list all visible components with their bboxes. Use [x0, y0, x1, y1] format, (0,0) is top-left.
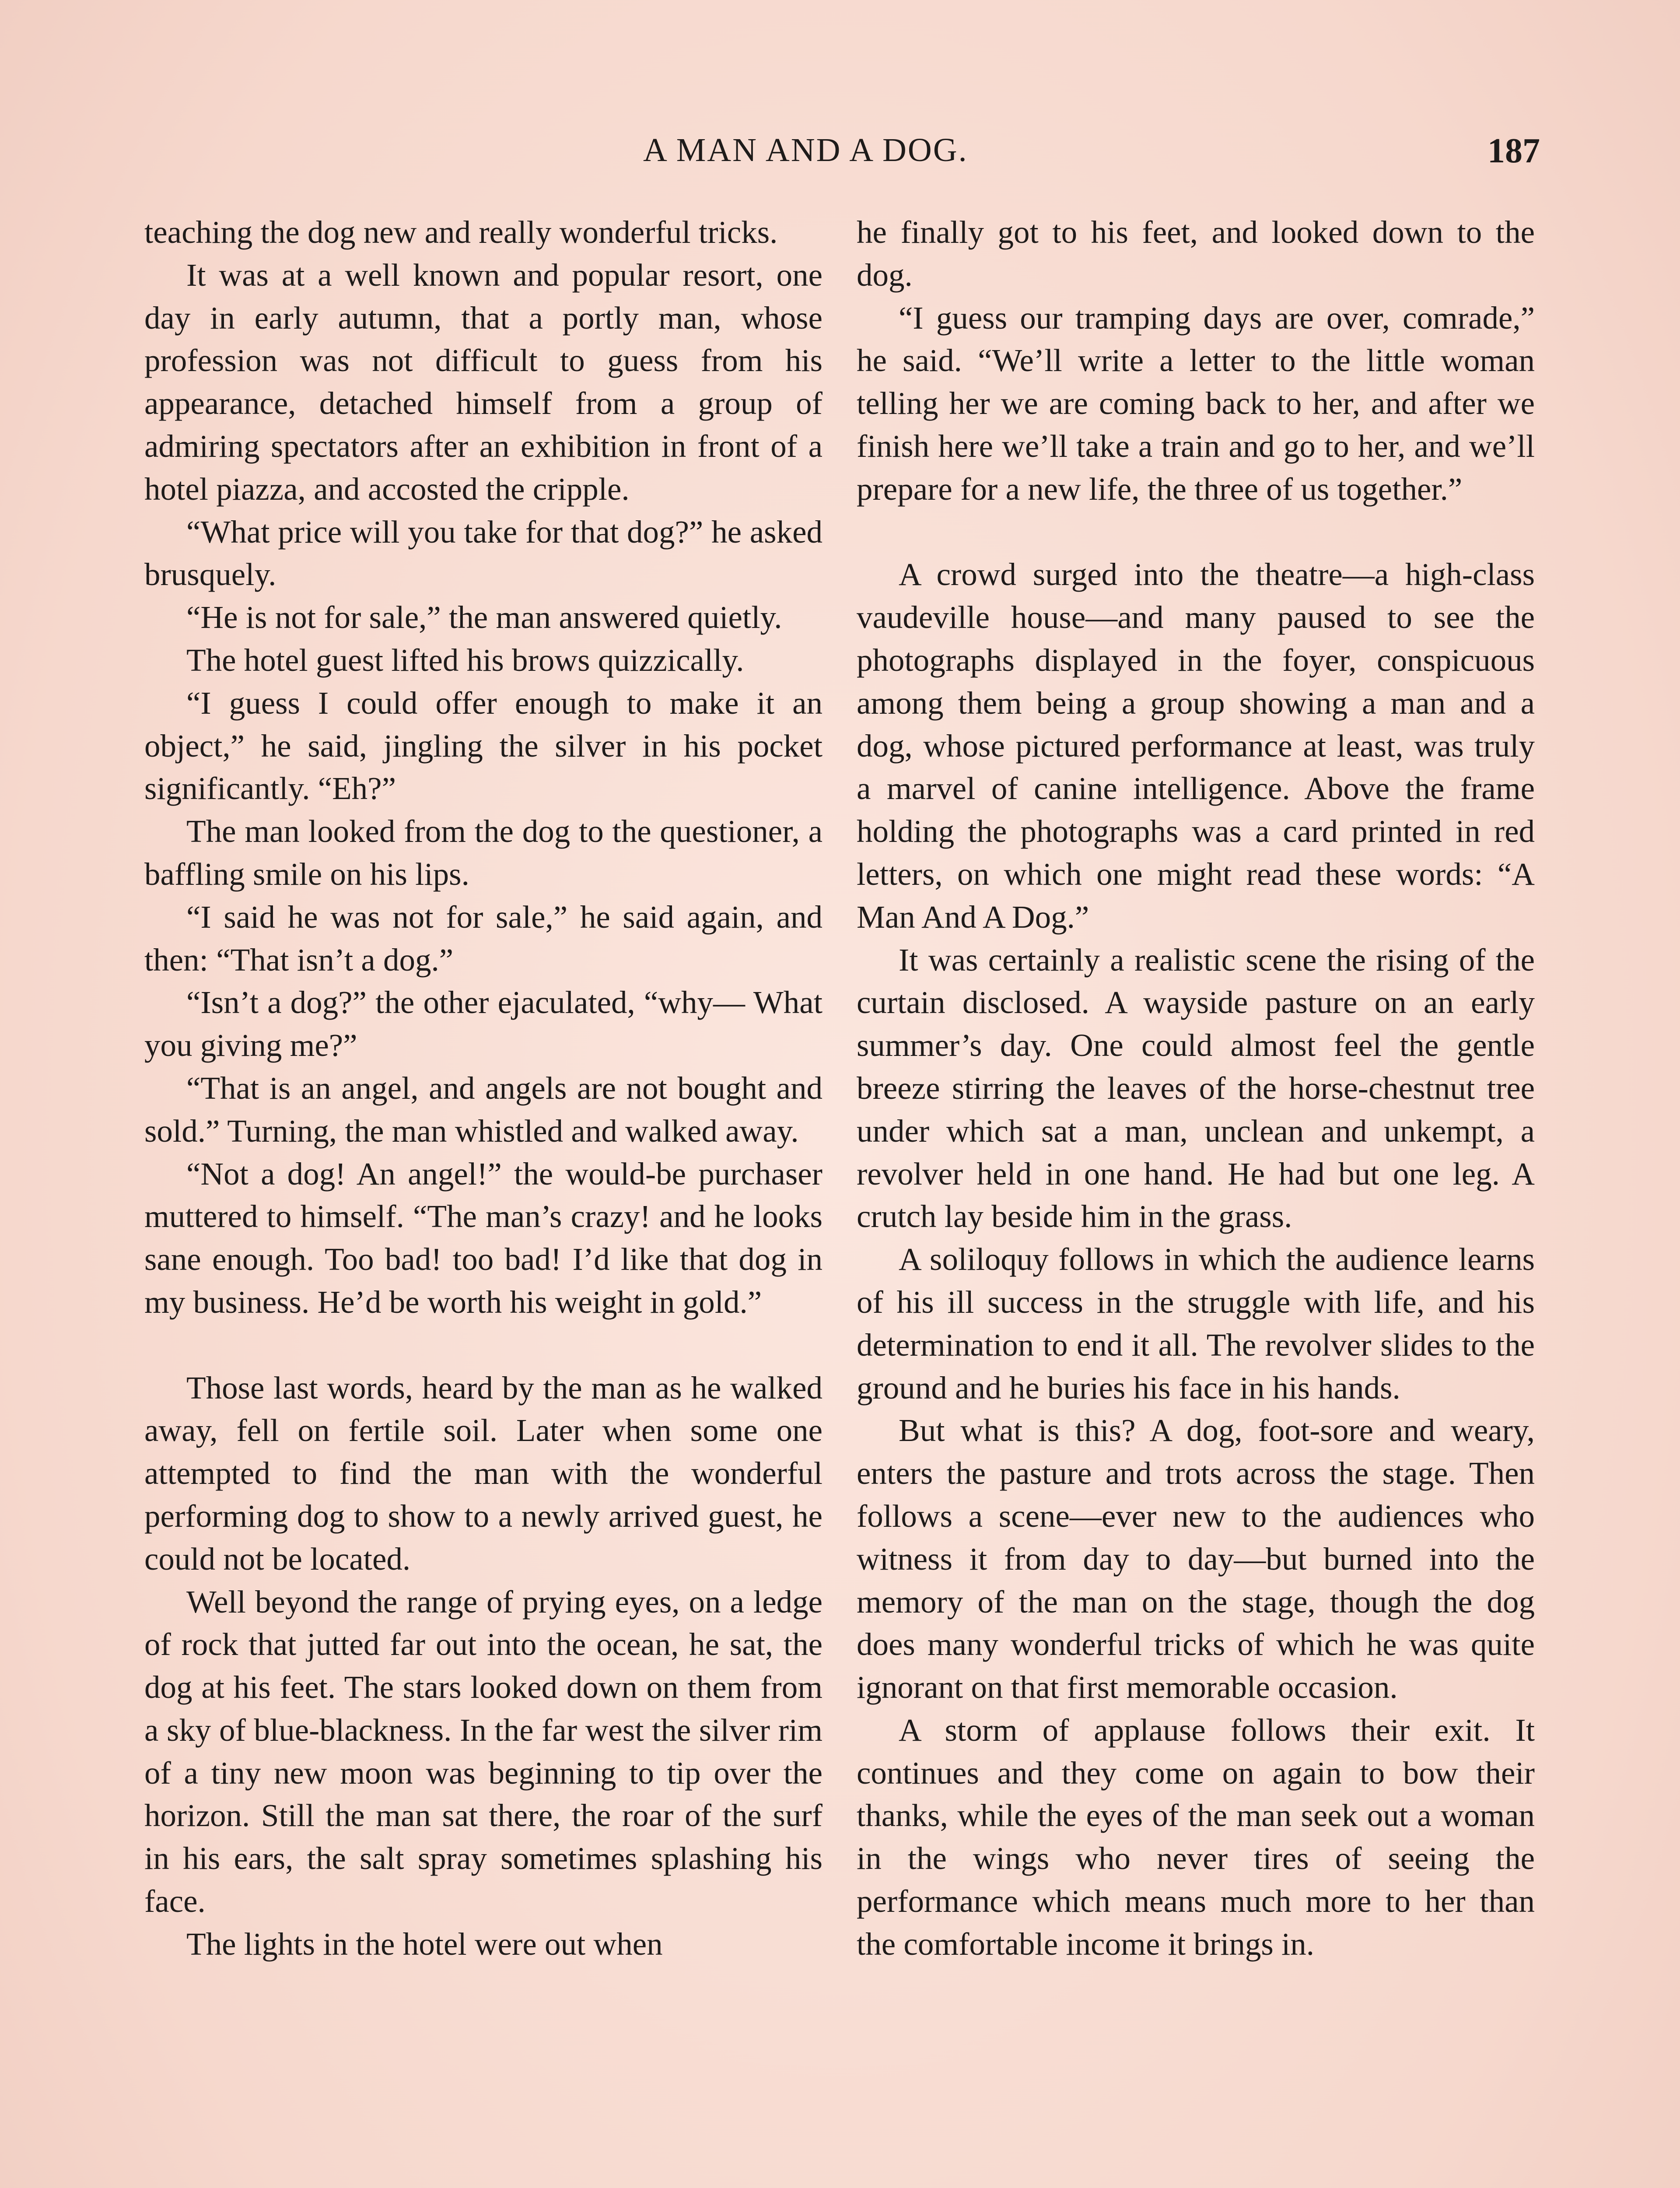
paragraph: The hotel guest lifted his brows quizzically.: [186, 642, 744, 678]
paragraph: A storm of applause follows their exit. It continues and they come on again to bow their thanks, while the eyes of the man seek out a woman in the wings who never tires of seeing the performance which means much more to her than the comfortable income it brings in.: [857, 1712, 1535, 1962]
paragraph: But what is this? A dog, foot-sore and weary, enters the pasture and trots across the stage. Then follows a scene—ever new to the audiences who witness it from day to day—but burned into the memory of the man on the stage, though the dog does many wonderful tricks of which he was quite ignorant on that first memorable occasion.: [857, 1413, 1535, 1705]
paragraph: The lights in the hotel were out when: [186, 1926, 663, 1962]
paragraph: teaching the dog new and really wonderful tricks.: [144, 214, 778, 250]
paragraph: “I guess our tramping days are over, comrade,” he said. “We’ll write a letter to the little woman telling her we are coming back to her, and after we finish here we’ll take a train and go to her, and we’ll prepare for a new life, the three of us together.”: [857, 300, 1535, 507]
paragraph: A crowd surged into the theatre—a high-class vaudeville house—and many paused to see the photographs displayed in the foyer, conspicuous among them being a group showing a man and a dog, whose pictured performance at least, was truly a marvel of canine intelligence. Above the frame holding the photographs was a card printed in red letters, on which one might read these words: “A Man And A Dog.”: [857, 557, 1535, 935]
page-header: [0, 131, 1680, 179]
running-title: A MAN AND A DOG.: [643, 132, 968, 168]
paragraph: “Isn’t a dog?” the other ejaculated, “why— What you giving me?”: [144, 985, 822, 1063]
paragraph: “That is an angel, and angels are not bought and sold.” Turning, the man whistled and walked away.: [144, 1070, 822, 1149]
paragraph: It was at a well known and popular resort, one day in early autumn, that a portly man, whose profession was not difficult to guess from his appearance, detached himself from a group of admiring spectators after an exhibition in front of a hotel piazza, and accosted the cripple.: [144, 257, 822, 507]
paragraph: A soliloquy follows in which the audience learns of his ill success in the struggle with life, and his determination to end it all. The revolver slides to the ground and he buries his face in his hands.: [857, 1241, 1535, 1406]
paragraph: “I said he was not for sale,” he said again, and then: “That isn’t a dog.”: [144, 899, 822, 978]
paragraph: Those last words, heard by the man as he walked away, fell on fertile soil. Later when some one attempted to find the man with the wonderful performing dog to show to a newly arrived guest, he could not be located.: [144, 1370, 822, 1577]
paragraph: “I guess I could offer enough to make it an object,” he said, jingling the silver in his pocket significantly. “Eh?”: [144, 685, 822, 806]
paragraph: Well beyond the range of prying eyes, on a ledge of rock that jutted far out into the ocean, he sat, the dog at his feet. The stars looked down on them from a sky of blue-blackness. In the far west the silver rim of a tiny new moon was beginning to tip over the horizon. Still the man sat there, the roar of the surf in his ears, the salt spray sometimes splashing his face.: [144, 1584, 822, 1919]
paragraph: “Not a dog! An angel!” the would-be purchaser muttered to himself. “The man’s crazy! and he looks sane enough. Too bad! too bad! I’d like that dog in my business. He’d be worth his weight in gold.”: [144, 1156, 822, 1320]
paragraph: The man looked from the dog to the questioner, a baffling smile on his lips.: [144, 813, 822, 892]
left-column: [144, 211, 822, 1966]
right-column: [857, 211, 1535, 1966]
paragraph: he finally got to his feet, and looked down to the dog.: [857, 214, 1535, 293]
paragraph: It was certainly a realistic scene the rising of the curtain disclosed. A wayside pasture on an early summer’s day. One could almost feel the gentle breeze stirring the leaves of the horse-chestnut tree under which sat a man, unclean and unkempt, a revolver held in one hand. He had but one leg. A crutch lay beside him in the grass.: [857, 942, 1535, 1234]
paragraph: “What price will you take for that dog?” he asked brusquely.: [144, 514, 822, 593]
page-number: 187: [1488, 132, 1540, 170]
paragraph: “He is not for sale,” the man answered quietly.: [186, 600, 782, 635]
